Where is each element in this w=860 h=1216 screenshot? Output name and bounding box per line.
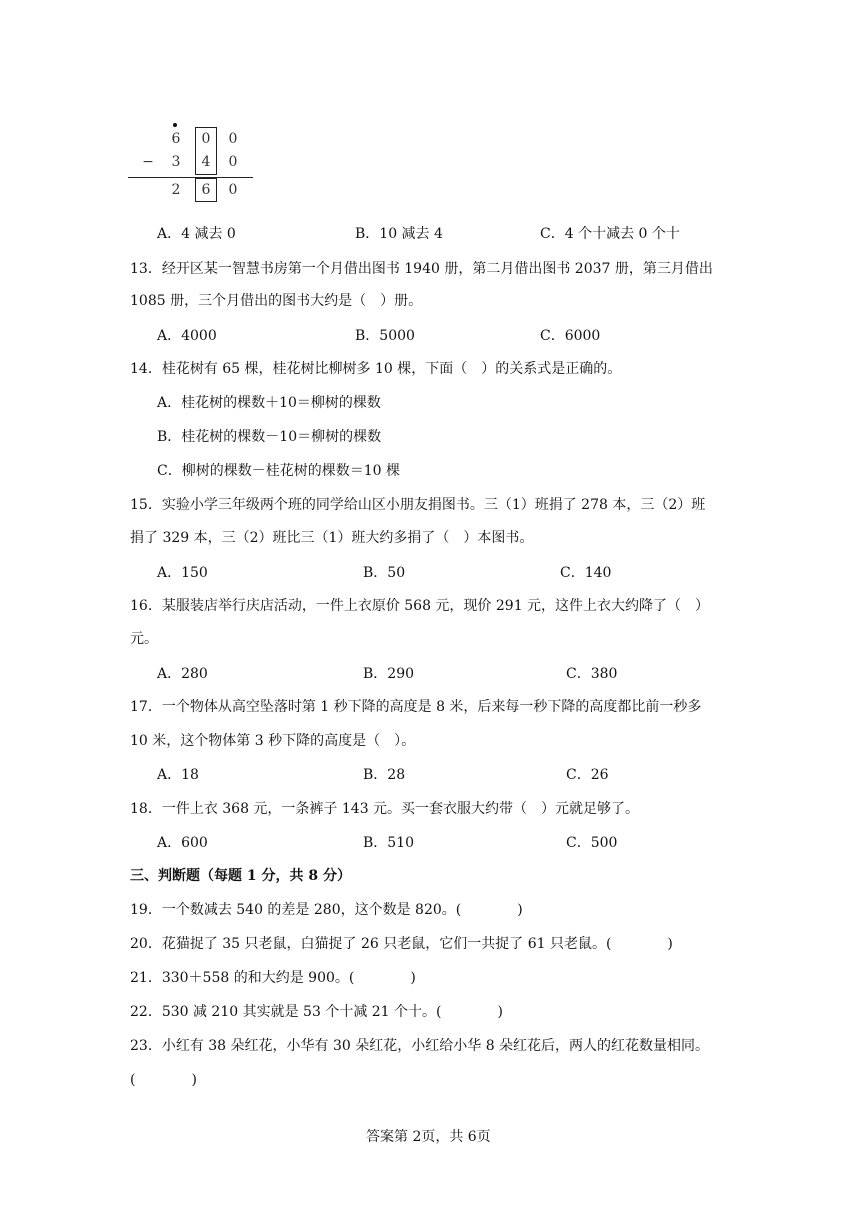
q13-option-b: B．5000	[355, 328, 415, 344]
q12-option-b: B．10 减去 4	[355, 226, 443, 242]
q13-text-line1: 13．经开区某一智慧书房第一个月借出图书 1940 册，第二月借出图书 2037 册，第三月借出	[130, 261, 713, 277]
digit-r3-c3: 0	[228, 182, 238, 198]
q15-option-c: C．140	[560, 565, 612, 581]
q14-option-b: B．桂花树的棵数－10＝柳树的棵数	[157, 429, 382, 445]
q17-option-a: A．18	[157, 767, 199, 783]
q17-text-line1: 17．一个物体从高空坠落时第 1 秒下降的高度是 8 米，后来每一秒下降的高度都比前一秒多	[130, 699, 702, 715]
digit-r2-c2: 4	[201, 154, 211, 170]
q21-text: 21．330＋558 的和大约是 900。( )	[130, 970, 416, 986]
q12-option-c: C．4 个十减去 0 个十	[540, 226, 680, 242]
q14-text: 14．桂花树有 65 棵，桂花树比柳树多 10 棵，下面（ ）的关系式是正确的。	[130, 361, 622, 377]
digit-r2-c3: 0	[228, 154, 238, 170]
result-line	[128, 177, 253, 178]
digit-r3-c1: 2	[171, 182, 181, 198]
q17-option-c: C．26	[566, 767, 609, 783]
q17-option-b: B．28	[363, 767, 406, 783]
section-3-heading: 三、判断题（每题 1 分，共 8 分）	[130, 868, 351, 884]
highlight-box-top	[195, 127, 217, 175]
q16-option-c: C．380	[566, 666, 618, 682]
q14-option-a: A．桂花树的棵数＋10＝柳树的棵数	[157, 395, 381, 411]
digit-r3-c2: 6	[201, 182, 211, 198]
q18-text: 18．一件上衣 368 元，一条裤子 143 元。买一套衣服大约带（ ）元就足够了。	[130, 801, 640, 817]
q18-option-b: B．510	[363, 835, 415, 851]
digit-r1-c3: 0	[228, 131, 238, 147]
q14-option-c: C．柳树的棵数－桂花树的棵数＝10 棵	[157, 463, 400, 479]
q22-text: 22．530 减 210 其实就是 53 个十减 21 个十。( )	[130, 1004, 503, 1020]
q13-option-c: C．6000	[540, 328, 601, 344]
q18-option-c: C．500	[566, 835, 618, 851]
q15-text-line2: 捐了 329 本，三（2）班比三（1）班大约多捐了（ ）本图书。	[130, 530, 534, 546]
q17-text-line2: 10 米，这个物体第 3 秒下降的高度是（ ）。	[130, 733, 416, 749]
digit-r2-c1: 3	[171, 154, 181, 170]
digit-r1-c2: 0	[201, 131, 211, 147]
q16-option-a: A．280	[157, 666, 208, 682]
q18-option-a: A．600	[157, 835, 208, 851]
q16-text-line1: 16．某服装店举行庆店活动，一件上衣原价 568 元，现价 291 元，这件上衣大约降了（ ）	[130, 598, 710, 614]
q13-text-line2: 1085 册，三个月借出的图书大约是（ ）册。	[130, 293, 423, 309]
q12-option-a: A．4 减去 0	[157, 226, 236, 242]
q15-option-b: B．50	[363, 565, 406, 581]
q16-text-line2: 元。	[130, 631, 158, 647]
borrow-dot	[173, 123, 177, 127]
vertical-subtraction-figure	[128, 120, 253, 200]
q16-option-b: B．290	[363, 666, 415, 682]
q13-option-a: A．4000	[157, 328, 217, 344]
q15-option-a: A．150	[157, 565, 208, 581]
minus-sign: −	[142, 154, 154, 170]
q20-text: 20．花猫捉了 35 只老鼠，白猫捉了 26 只老鼠，它们一共捉了 61 只老鼠。( )	[130, 936, 673, 952]
q23-text-line2: ( )	[130, 1072, 197, 1088]
q15-text-line1: 15．实验小学三年级两个班的同学给山区小朋友捐图书。三（1）班捐了 278 本，三（2）班	[130, 497, 706, 513]
q23-text-line1: 23．小红有 38 朵红花，小华有 30 朵红花，小红给小华 8 朵红花后，两人的红花数量相同。	[130, 1038, 710, 1054]
digit-r1-c1: 6	[171, 131, 181, 147]
page-footer: 答案第 2页，共 6页	[366, 1129, 491, 1145]
q19-text: 19．一个数减去 540 的差是 280，这个数是 820。( )	[130, 902, 523, 918]
highlight-box-bottom	[195, 178, 217, 202]
